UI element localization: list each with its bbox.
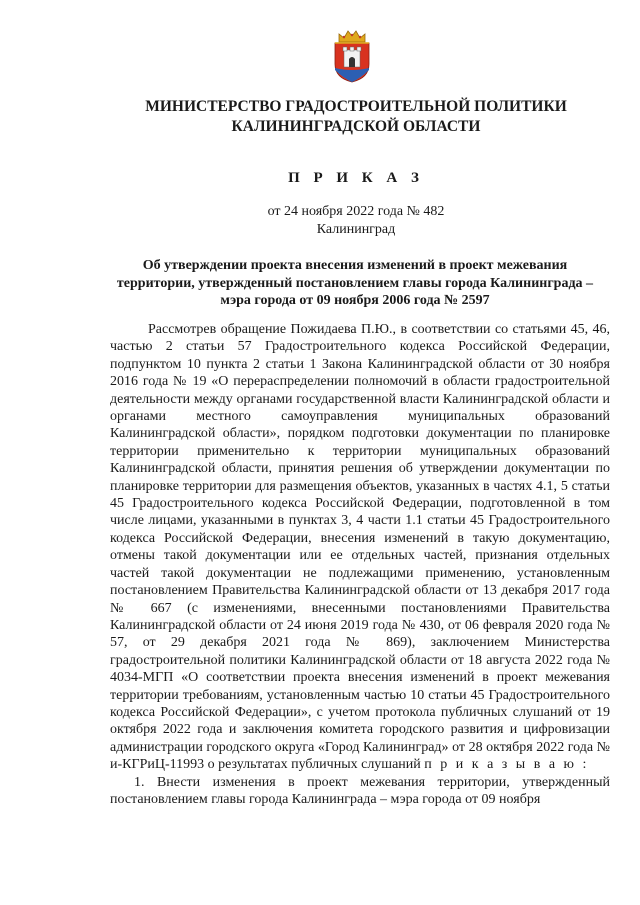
subject-line2: территории, утвержденный постановлением главы города Калининграда – [116,275,594,291]
body-paragraph [110,321,610,774]
subject-line3: мэра города от 09 ноября 2006 года № 2597 [220,293,490,308]
subject-line1: Об утверждении проекта внесения изменений в проект межевания [142,258,568,273]
order-directive: п р и к а з ы в а ю : [424,757,589,773]
order-city: Калининград [316,222,396,237]
ministry-name-line2: КАЛИНИНГРАДСКОЙ ОБЛАСТИ [231,118,481,135]
coat-of-arms-icon [331,28,373,84]
document-type-title: П Р И К А З [288,170,424,186]
order-date-number: от 24 ноября 2022 года № 482 [267,204,445,219]
order-subject [112,257,598,310]
body-paragraph-text: Рассмотрев обращение Пожидаева П.Ю., в соответствии со статьями 45, 46, частью 2 статьи 57 Градостроительного кодекса Российской Федерации, подпунктом 10 пункта 2 статьи 1 Закона Калининградской области от 30 ноября 2016 года № 19 «О перераспределении полномочий в области градостроительной деятельности между органами государственной власти Калининградской области и органами местного самоуправления муниципальных образований Калининградской области», порядком подготовки документации по планировке территории применительно к территории муниципальных образований Калининградской области, принятия решения об утверждении документации по планировке территории для размещения объектов, указанных в частях 4.1, 5 статьи 45 Градостроительного кодекса Российской Федерации, подготовленной в том числе лицами, указанными в пунктах 3, 4 части 1.1 статьи 45 Градостроительного кодекса Российской Федерации, внесения изменений в такую документацию, отмены такой документации или ее отдельных частей, признания отдельных частей такой документации не подлежащими применению, установленным постановлением Правительства Калининградской области от 13 декабря 2017 года № 667 (с изменениями, внесенными постановлениями Правительства Калининградской области от 24 июня 2019 года № 430, от 06 февраля 2020 года № 57, от 29 декабря 2021 года № 869), заключением Министерства градостроительной политики Калининградской области от 18 августа 2022 года № 4034-МГП «О соответствии проекта внесения изменений в проект межевания территории требованиям, установленным частью 10 статьи 45 Градостроительного кодекса Российской Федерации», с учетом протокола публичных слушаний от 19 октября 2022 года и заключения комитета городского развития и цифровизации администрации городского округа «Город Калининград» от 28 октября 2022 года № и-КГРиЦ-11993 о результатах публичных слушаний [110,322,610,773]
ministry-name [90,97,622,137]
order-item-1: 1. Внести изменения в проект межевания территории, утвержденный постановлением главы города Калининграда – мэра города от 09 ноября [110,774,610,807]
order-body [110,321,610,808]
ministry-name-line1: МИНИСТЕРСТВО ГРАДОСТРОИТЕЛЬНОЙ ПОЛИТИКИ [145,98,567,115]
